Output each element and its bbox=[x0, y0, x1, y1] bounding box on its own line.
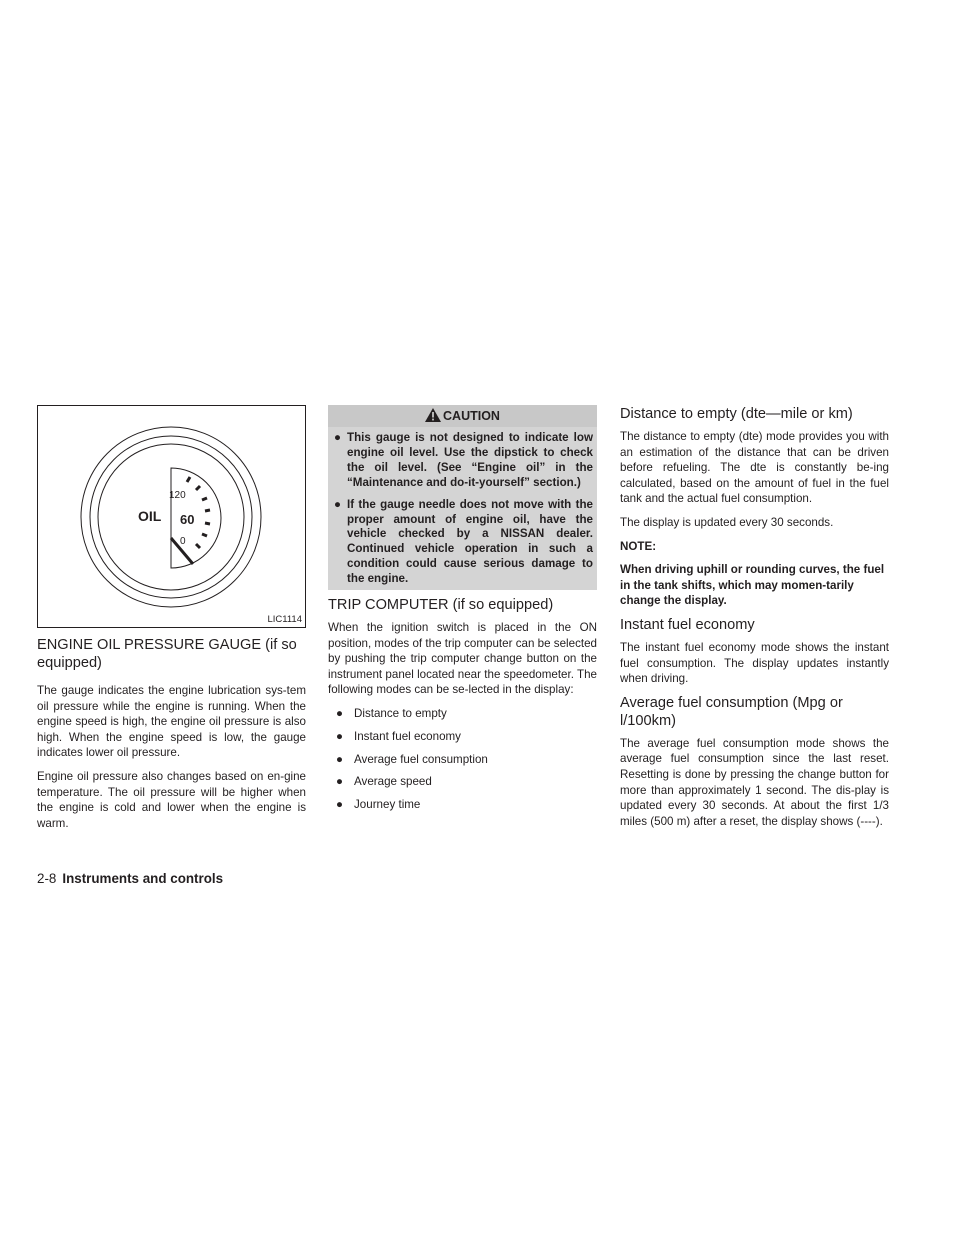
trip-computer-intro: When the ignition switch is placed in the ON position, modes of the trip computer can be selected by pushing the trip computer change button on the instrument panel located near the speedometer. The following modes can be se-lected in the display: bbox=[328, 621, 597, 697]
note-body: When driving uphill or rounding curves, the fuel in the tank shifts, which may momen-tarily change the display. bbox=[620, 563, 885, 608]
caution-item-text: This gauge is not designed to indicate low engine oil level. Use the dipstick to check the oil level. (See “Engine oil” in the “Maintenance and do-it-yourself” section.) bbox=[347, 431, 593, 489]
bullet-icon: ● bbox=[336, 752, 344, 766]
trip-computer-heading: TRIP COMPUTER (if so equipped) bbox=[328, 597, 554, 614]
caution-title: CAUTION bbox=[443, 409, 500, 423]
oil-gauge-paragraph-1: The gauge indicates the engine lubrication sys-tem oil pressure while the engine is running. When the engine speed is high, the engine oil pressure is also high. When the engine speed is low, the gauge indicates lower oil pressure. bbox=[37, 684, 306, 760]
oil-gauge-figure bbox=[37, 405, 306, 628]
average-fuel-paragraph: The average fuel consumption mode shows the average fuel consumption since the last reset. Resetting is done by pressing the change button for more than approximately 1 second. The dis-play is updated every 30 seconds. At about the first 1/3 miles (500 m) after a reset, the display shows (----). bbox=[620, 736, 889, 828]
caution-item bbox=[332, 498, 593, 587]
dte-heading: Distance to empty (dte—mile or km) bbox=[620, 406, 853, 422]
bullet-icon: ● bbox=[336, 707, 344, 721]
instant-fuel-heading: Instant fuel economy bbox=[620, 616, 755, 633]
caution-header bbox=[328, 405, 597, 427]
mode-label: Average fuel consumption bbox=[354, 752, 488, 766]
mode-label: Average speed bbox=[354, 775, 432, 789]
list-item bbox=[328, 729, 597, 744]
dte-paragraph-1: The distance to empty (dte) mode provides you with an estimation of the distance that can be driven before refueling. The dte is constantly be-ing calculated, based on the amount of fuel in the fuel tank and the actual fuel consumption. bbox=[620, 430, 889, 506]
note-heading: NOTE: bbox=[620, 539, 657, 553]
mode-label: Journey time bbox=[354, 798, 421, 812]
gauge-tick-60: 60 bbox=[180, 512, 195, 527]
caution-item-text: If the gauge needle does not move with the proper amount of engine oil, have the vehicle checked by a NISSAN dealer. Continued vehicle operation in such a condition could cause serious damage to the engine. bbox=[347, 497, 593, 586]
bullet-icon: ● bbox=[336, 798, 344, 812]
page-footer bbox=[37, 871, 223, 886]
figure-code: LIC1114 bbox=[267, 614, 302, 625]
bullet-icon: ● bbox=[336, 729, 344, 743]
oil-gauge-heading: ENGINE OIL PRESSURE GAUGE (if so equipped) bbox=[37, 637, 297, 671]
column-middle bbox=[328, 405, 597, 820]
warning-triangle-icon bbox=[425, 408, 441, 425]
instant-fuel-paragraph: The instant fuel economy mode shows the instant fuel consumption. The display updates instantly when driving. bbox=[620, 640, 889, 686]
caution-item bbox=[332, 431, 593, 491]
gauge-oil-label: OIL bbox=[138, 508, 162, 524]
oil-gauge-illustration bbox=[38, 406, 305, 627]
gauge-tick-120: 120 bbox=[169, 490, 186, 501]
gauge-tick-0: 0 bbox=[180, 536, 186, 547]
oil-gauge-paragraph-2: Engine oil pressure also changes based on en-gine temperature. The oil pressure will be higher when the engine is cold and lower when the engine is warm. bbox=[37, 769, 306, 830]
list-item bbox=[328, 706, 597, 721]
list-item bbox=[328, 752, 597, 767]
mode-label: Instant fuel economy bbox=[354, 729, 461, 743]
column-left bbox=[37, 405, 306, 831]
list-item bbox=[328, 797, 597, 812]
average-fuel-heading: Average fuel consumption (Mpg or l/100km) bbox=[620, 694, 843, 729]
mode-label: Distance to empty bbox=[354, 707, 447, 721]
caution-box bbox=[328, 405, 597, 590]
bullet-icon: ● bbox=[334, 497, 342, 511]
bullet-icon: ● bbox=[336, 775, 344, 789]
dte-paragraph-2: The display is updated every 30 seconds. bbox=[620, 515, 834, 529]
section-title: Instruments and controls bbox=[62, 871, 224, 886]
page-number: 2-8 bbox=[37, 871, 57, 886]
bullet-icon: ● bbox=[334, 431, 342, 444]
trip-modes-list bbox=[328, 706, 597, 812]
column-right bbox=[620, 405, 889, 829]
list-item bbox=[328, 774, 597, 789]
